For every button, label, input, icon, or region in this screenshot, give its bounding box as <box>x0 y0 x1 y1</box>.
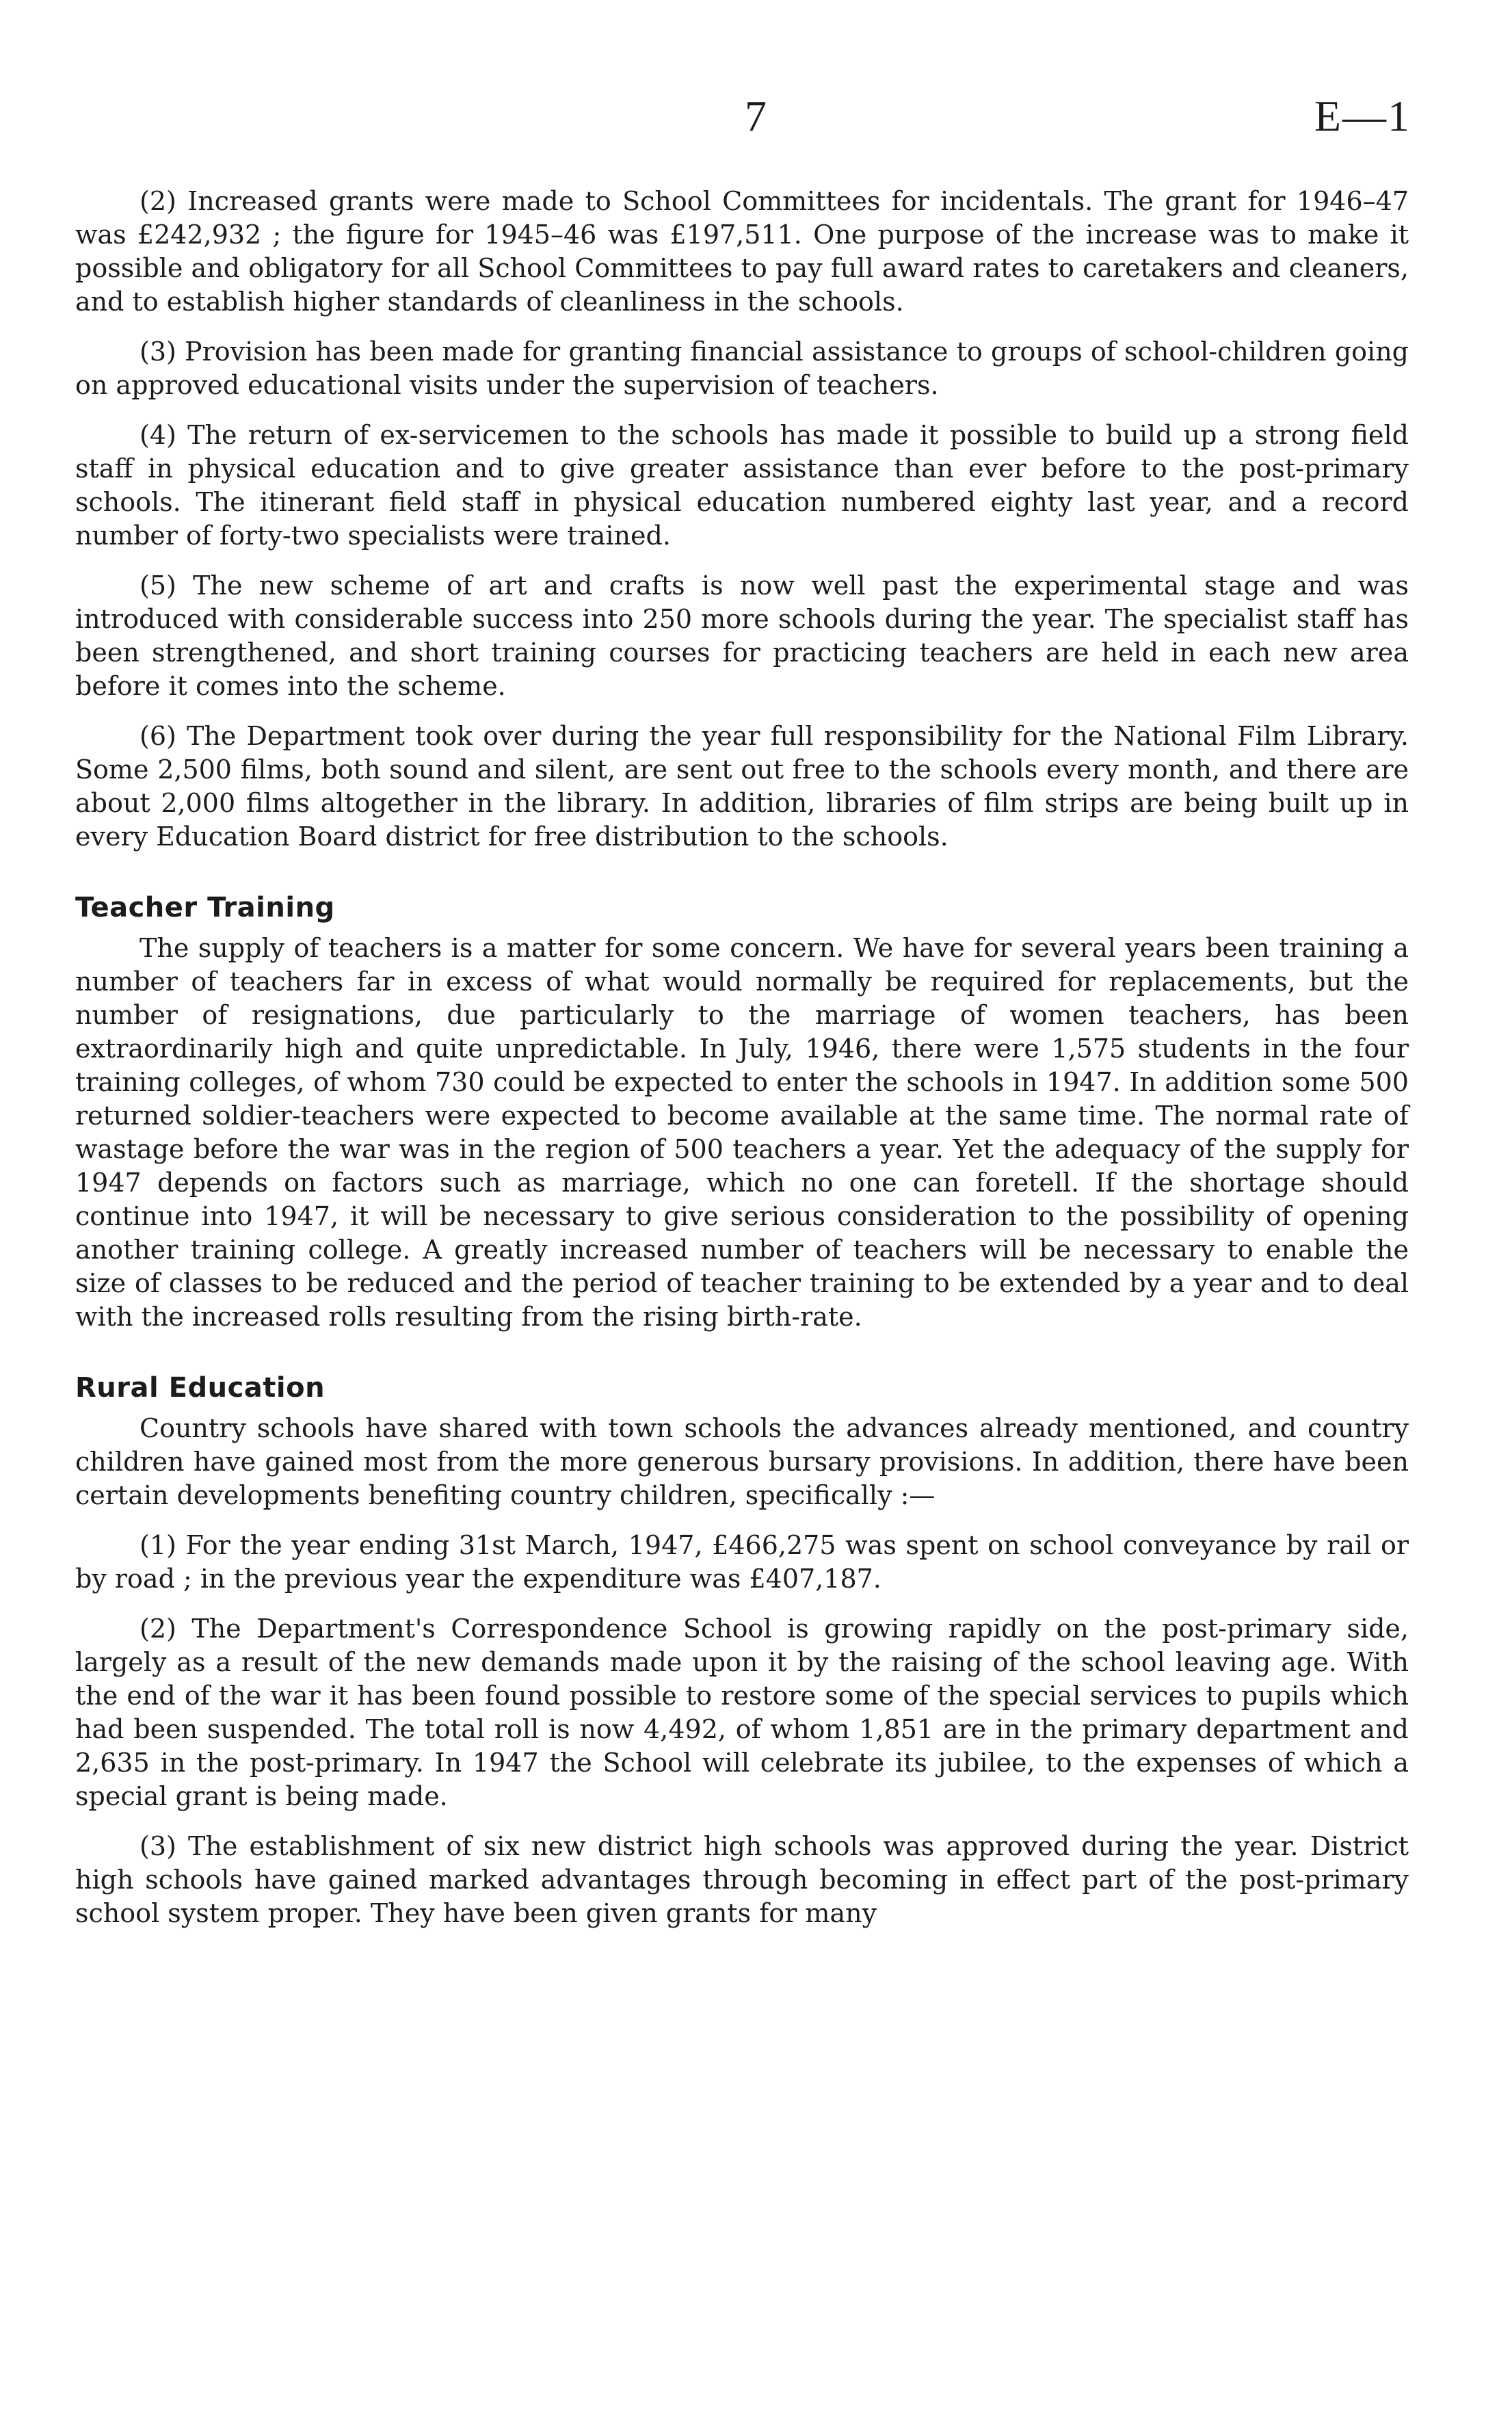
paragraph-correspondence-school: (2) The Department's Correspondence School is growing rapidly on the post-primary side, largely as a result of the new demands made upon it by the raising of the school leaving age. With the end of the war it has been found possible to restore some of the special services to pupils which had been suspended. The total roll is now 4,492, of whom 1,851 are in the primary department and 2,635 in the post-primary. In 1947 the School will celebrate its jubilee, to the expenses of which a special grant is being made. <box>75 1614 1409 1811</box>
intro-section <box>75 185 1409 854</box>
rural-education-section <box>75 1371 1409 1930</box>
paragraph-district-high-schools: (3) The establishment of six new district high schools was approved during the year. District high schools have gained marked advantages through becoming in effect part of the post-primary school system proper. They have been given grants for many <box>75 1831 1409 1928</box>
paragraph-film-library: (6) The Department took over during the year full responsibility for the National Film Library. Some 2,500 films, both sound and silent, are sent out free to the schools every month, and there are about 2,000 films altogether in the library. In addition, libraries of film strips are being built up in every Education Board district for free distribution to the schools. <box>75 721 1409 852</box>
paragraph-educational-visits: (3) Provision has been made for granting financial assistance to groups of school-children going on approved educational visits under the supervision of teachers. <box>75 337 1409 400</box>
paragraph-art-and-crafts: (5) The new scheme of art and crafts is now well past the experimental stage and was introduced with considerable success into 250 more schools during the year. The specialist staff has been strengthened, and short training courses for practicing teachers are held in each new area before it comes into the scheme. <box>75 570 1409 701</box>
teacher-training-section <box>75 891 1409 1334</box>
teacher-training-heading: Teacher Training <box>75 892 335 923</box>
document-body <box>75 185 1409 1947</box>
page-number: 7 <box>745 92 767 140</box>
report-code: E—1 <box>1314 92 1411 140</box>
rural-education-intro: Country schools have shared with town schools the advances already mentioned, and country children have gained most from the more generous bursary provisions. In addition, there have been certain developments benefiting country children, specifically :— <box>75 1413 1409 1510</box>
paragraph-physical-education: (4) The return of ex-servicemen to the schools has made it possible to build up a strong field staff in physical education and to give greater assistance than ever before to the post-primary schools. The itinerant field staff in physical education numbered eighty last year, and a record number of forty-two specialists were trained. <box>75 420 1409 551</box>
rural-education-heading: Rural Education <box>75 1372 326 1404</box>
paragraph-school-conveyance: (1) For the year ending 31st March, 1947, £466,275 was spent on school conveyance by rail or by road ; in the previous year the expenditure was £407,187. <box>75 1530 1409 1594</box>
teacher-training-paragraph: The supply of teachers is a matter for some concern. We have for several years been training a number of teachers far in excess of what would normally be required for replacements, but the number of resignations, due particularly to the marriage of women teachers, has been extraordinarily high and quite unpredictable. In July, 1946, there were 1,575 students in the four training colleges, of whom 730 could be expected to enter the schools in 1947. In addition some 500 returned soldier-teachers were expected to become available at the same time. The normal rate of wastage before the war was in the region of 500 teachers a year. Yet the adequacy of the supply for 1947 depends on factors such as marriage, which no one can foretell. If the shortage should continue into 1947, it will be necessary to give serious consideration to the possibility of opening another training college. A greatly increased number of teachers will be necessary to enable the size of classes to be reduced and the period of teacher training to be extended by a year and to deal with the increased rolls resulting from the rising birth-rate. <box>75 933 1409 1332</box>
paragraph-grants: (2) Increased grants were made to School Committees for incidentals. The grant for 1946–47 was £242,932 ; the figure for 1945–46 was £197,511. One purpose of the increase was to make it possible and obligatory for all School Committees to pay full award rates to caretakers and cleaners, and to establish higher standards of cleanliness in the schools. <box>75 186 1409 317</box>
